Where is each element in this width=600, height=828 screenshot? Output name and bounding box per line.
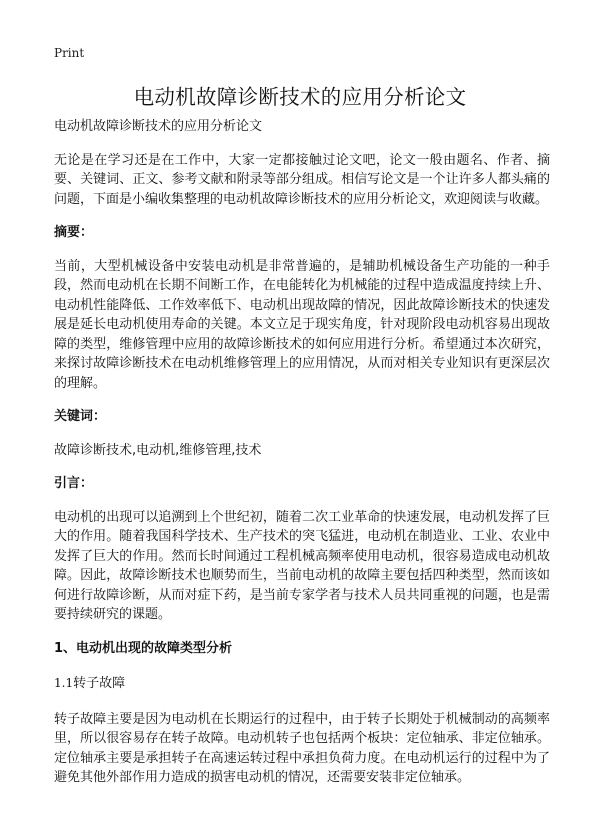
- subsection-1-1-paragraph: 转子故障主要是因为电动机在长期运行的过程中，由于转子长期处于机械制动的高频率里，所以很容易存在转子故障。电动机转子也包括两个板块：定位轴承、非定位轴承。定位轴承主要是承担转子在高速运转过程中承担负荷力度。在电动机运行的过程中为了避免其他外部作用力造成的损害电动机的情况，还需要安装非定位轴承。: [54, 711, 550, 785]
- abstract-heading: 摘要：: [54, 225, 94, 240]
- intro-paragraph: 无论是在学习还是在工作中，大家一定都接触过论文吧，论文一般由题名、作者、摘要、关键词、正文、参考文献和附录等部分组成。相信写论文是一个让许多人都头痛的问题，下面是小编收集整理的电动机故障诊断技术的应用分析论文，欢迎阅读与收藏。: [54, 152, 550, 207]
- preface-paragraph: 电动机的出现可以追溯到上个世纪初，随着二次工业革命的快速发展，电动机发挥了巨大的作用。随着我国科学技术、生产技术的突飞猛进，电动机在制造业、工业、农业中发挥了巨大的作用。然而长时间通过工程机械高频率使用电动机，很容易造成电动机故障。因此，故障诊断技术也顺势而生，当前电动机的故障主要包括四种类型，然而该如何进行故障诊断，从而对症下药，是当前专家学者与技术人员共同重视的问题，也是需要持续研究的课题。: [54, 509, 550, 622]
- page-title: 电动机故障诊断技术的应用分析论文: [133, 85, 467, 109]
- section-1-heading: 1、电动机出现的故障类型分析: [54, 640, 233, 656]
- article-subtitle: 电动机故障诊断技术的应用分析论文: [54, 119, 263, 134]
- subsection-number: 1.1: [54, 676, 74, 690]
- keywords-heading: 关键词：: [54, 409, 107, 424]
- subsection-1-1-heading: [54, 674, 550, 694]
- article-body: [54, 117, 550, 802]
- print-link[interactable]: Print: [54, 46, 85, 60]
- abstract-paragraph: 当前，大型机械设备中安装电动机是非常普遍的，是辅助机械设备生产功能的一种手段，然而电动机在长期不间断工作，在电能转化为机械能的过程中造成温度持续上升、电动机性能降低、工作效率低下、电动机出现故障的情况，因此故障诊断技术的快速发展是延长电动机使用寿命的关键。本文立足于现实角度，针对现阶段电动机容易出现故障的类型，维修管理中应用的故障诊断技术的如何应用进行分析。希望通过本次研究，来探讨故障诊断技术在电动机维修管理上的应用情况，从而对相关专业知识有更深层次的理解。: [54, 258, 550, 391]
- subsection-title: 转子故障: [73, 676, 126, 691]
- keywords-text: 故障诊断技术,电动机,维修管理,技术: [54, 442, 262, 458]
- preface-heading: 引言：: [54, 476, 94, 491]
